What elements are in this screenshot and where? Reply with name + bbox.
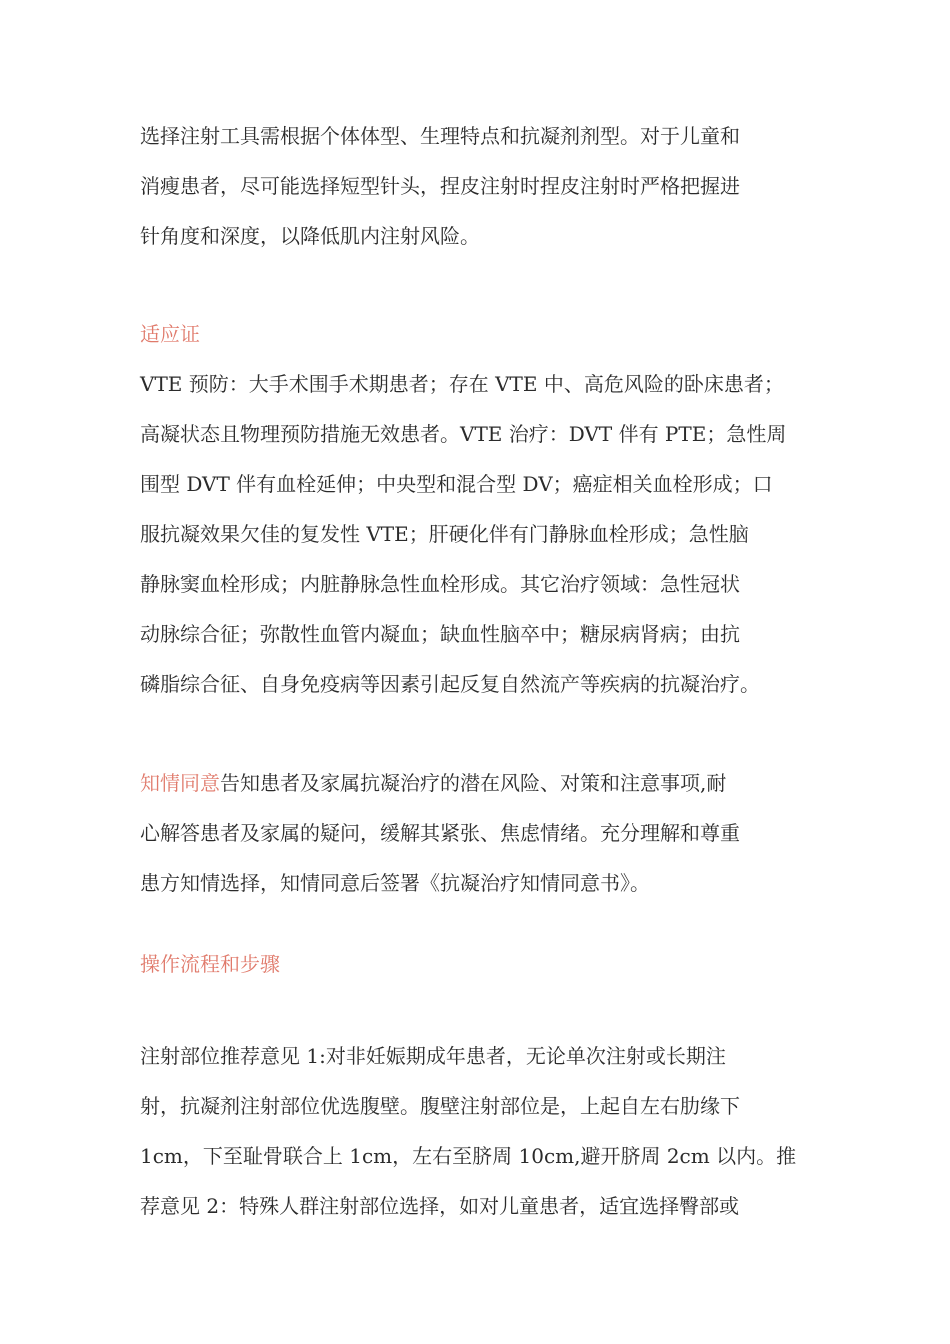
- indications-line: 磷脂综合征、自身免疫病等因素引起反复自然流产等疾病的抗凝治疗。: [140, 672, 760, 696]
- consent-line: 患方知情选择，知情同意后签署《抗凝治疗知情同意书》。: [140, 871, 650, 895]
- consent-first-line-text: 告知患者及家属抗凝治疗的潜在风险、对策和注意事项,耐: [220, 771, 727, 795]
- intro-paragraph: [140, 111, 830, 261]
- injection-site-line: 射，抗凝剂注射部位优选腹壁。腹壁注射部位是，上起自左右肋缘下: [140, 1094, 740, 1118]
- procedure-heading: 操作流程和步骤: [140, 952, 280, 976]
- intro-line: 消瘦患者，尽可能选择短型针头，捏皮注射时捏皮注射时严格把握进: [140, 174, 740, 198]
- intro-line: 针角度和深度，以降低肌内注射风险。: [140, 224, 480, 248]
- indications-heading: 适应证: [140, 322, 200, 346]
- indications-line: 静脉窦血栓形成；内脏静脉急性血栓形成。其它治疗领域：急性冠状: [140, 572, 740, 596]
- injection-site-line: 注射部位推荐意见 1:对非妊娠期成年患者，无论单次注射或长期注: [140, 1044, 726, 1068]
- consent-first-line: [140, 758, 830, 808]
- indications-paragraph: [140, 359, 830, 709]
- injection-site-line: 1cm，下至耻骨联合上 1cm，左右至脐周 10cm,避开脐周 2cm 以内。推: [140, 1144, 797, 1168]
- indications-line: 围型 DVT 伴有血栓延伸；中央型和混合型 DV；癌症相关血栓形成；口: [140, 472, 773, 496]
- indications-line: 高凝状态且物理预防措施无效患者。VTE 治疗：DVT 伴有 PTE；急性周: [140, 422, 787, 446]
- consent-line: 心解答患者及家属的疑问，缓解其紧张、焦虑情绪。充分理解和尊重: [140, 821, 740, 845]
- indications-line: VTE 预防：大手术围手术期患者；存在 VTE 中、高危风险的卧床患者；: [140, 372, 784, 396]
- indications-line: 服抗凝效果欠佳的复发性 VTE；肝硬化伴有门静脉血栓形成；急性脑: [140, 522, 749, 546]
- intro-line: 选择注射工具需根据个体体型、生理特点和抗凝剂剂型。对于儿童和: [140, 124, 740, 148]
- indications-line: 动脉综合征；弥散性血管内凝血；缺血性脑卒中；糖尿病肾病；由抗: [140, 622, 740, 646]
- consent-heading: 知情同意: [140, 771, 220, 795]
- consent-paragraph: [140, 758, 830, 908]
- injection-site-paragraph: [140, 1031, 830, 1231]
- injection-site-line: 荐意见 2：特殊人群注射部位选择，如对儿童患者，适宜选择臀部或: [140, 1194, 740, 1218]
